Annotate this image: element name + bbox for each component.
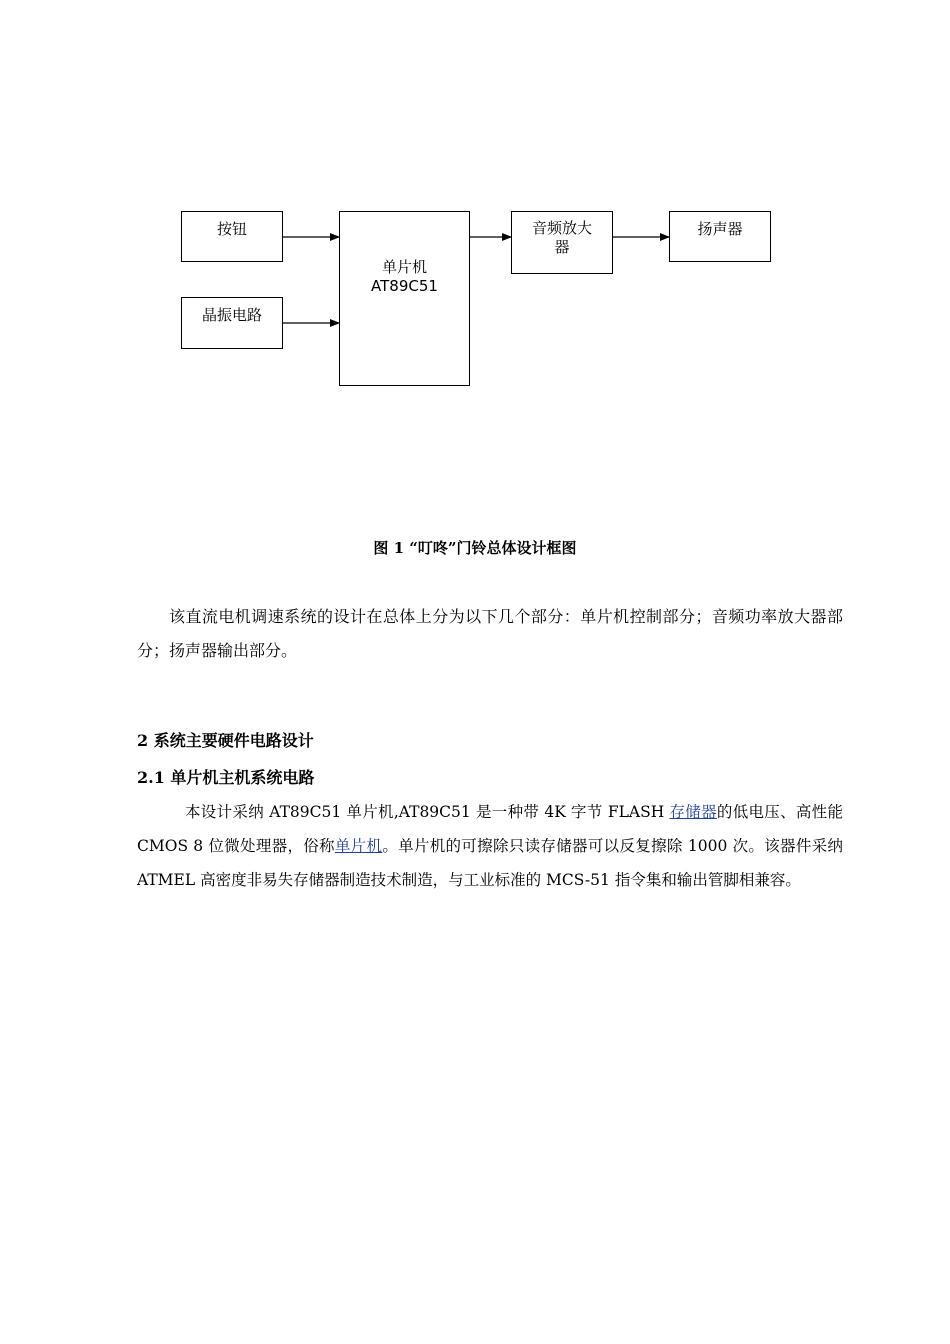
body-text-part3: 。单片机的可擦除只读存储器可以反复擦除 1000 次。该器件采纳 ATMEL 高密度非易失存储器制造技术制造，与工业标准的 MCS-51 指令集和输出管脚相兼容。 — [137, 837, 843, 889]
mcu-block-label-line2: AT89C51 — [371, 277, 438, 295]
intro-paragraph-text: 该直流电机调速系统的设计在总体上分为以下几个部分：单片机控制部分；音频功率放大器部分；扬声器输出部分。 — [137, 607, 843, 660]
speaker-block — [669, 211, 771, 262]
audio-amplifier-block — [511, 211, 613, 274]
crystal-circuit-block-label: 晶振电路 — [201, 306, 262, 324]
body-text-part1: 本设计采纳 AT89C51 单片机,AT89C51 是一种带 4K 字节 FLASH — [185, 803, 670, 821]
link-memory[interactable]: 存储器 — [669, 803, 717, 821]
section-heading: 2 系统主要硬件电路设计 — [137, 731, 314, 750]
intro-paragraph — [137, 600, 843, 668]
figure-caption: 图 1 “叮咚”门铃总体设计框图 — [373, 539, 577, 557]
subsection-heading: 2.1 单片机主机系统电路 — [137, 768, 315, 787]
audio-amplifier-label-line2: 器 — [554, 238, 570, 256]
block-diagram-connectors — [0, 0, 950, 450]
body-text-part2: 的低电压、高性能 CMOS 8 位微处理器，俗称 — [137, 803, 843, 855]
crystal-circuit-block — [181, 297, 283, 349]
link-mcu[interactable]: 单片机 — [334, 837, 383, 855]
body-paragraph — [137, 795, 843, 897]
speaker-block-label: 扬声器 — [697, 220, 743, 238]
button-block — [181, 211, 283, 262]
audio-amplifier-label-line1: 音频放大 — [531, 219, 592, 237]
mcu-block — [339, 211, 470, 386]
button-block-label: 按钮 — [216, 220, 247, 238]
mcu-block-label-line1: 单片机 — [381, 258, 427, 276]
